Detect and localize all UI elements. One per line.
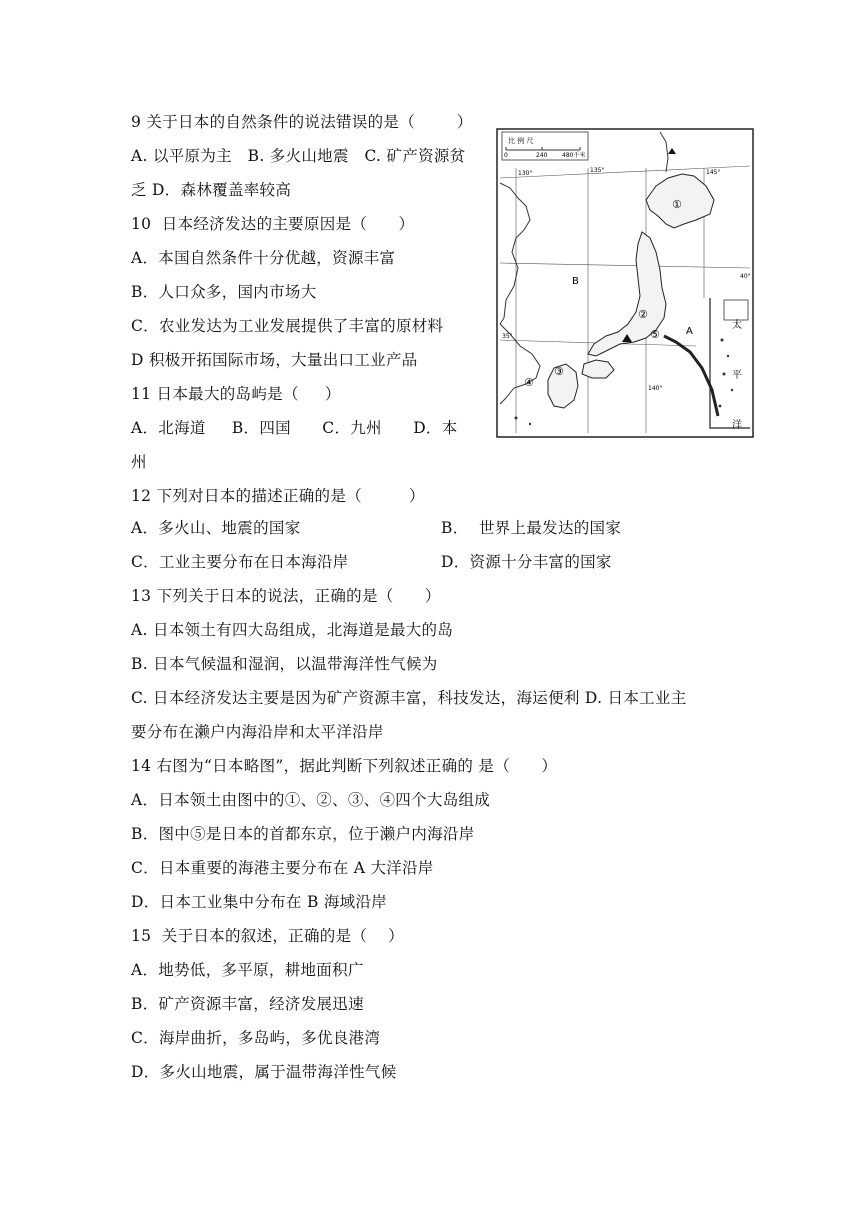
q13-option-d: 要分布在濑户内海沿岸和太平洋沿岸 bbox=[131, 723, 384, 741]
lat-label-1: 40° bbox=[740, 273, 751, 280]
q10-option-d: D 积极开拓国际市场，大量出口工业产品 bbox=[131, 351, 418, 369]
q13-option-a: A. 日本领土有四大岛组成，北海道是最大的岛 bbox=[131, 621, 454, 639]
q14-option-d: D．日本工业集中分布在 B 海域沿岸 bbox=[131, 893, 388, 911]
label-a: A bbox=[686, 326, 693, 337]
inset-box bbox=[724, 300, 748, 320]
q14-option-b: B．图中⑤是日本的首都东京，位于濑户内海沿岸 bbox=[131, 825, 475, 843]
lat-label-2: 35° bbox=[502, 333, 513, 340]
lon-label-3: 140° bbox=[648, 385, 663, 392]
q10-stem: 10 日本经济发达的主要原因是（ ） bbox=[131, 215, 415, 233]
q10-option-a: A．本国自然条件十分优越，资源丰富 bbox=[131, 249, 396, 267]
q13-option-b: B. 日本气候温和湿润，以温带海洋性气候为 bbox=[131, 655, 438, 673]
q14-stem: 14 右图为“日本略图”，据此判断下列叙述正确的 是（ ） bbox=[131, 757, 558, 775]
scale-end: 480千米 bbox=[562, 152, 586, 159]
label-1: ① bbox=[672, 198, 682, 211]
japan-map bbox=[496, 128, 754, 438]
q15-option-b: B．矿产资源丰富，经济发展迅速 bbox=[131, 995, 364, 1013]
q14-option-c: C．日本重要的海港主要分布在 A 大洋沿岸 bbox=[131, 859, 434, 877]
q10-option-c: C．农业发达为工业发展提供了丰富的原材料 bbox=[131, 317, 444, 335]
q11-options-line2: 州 bbox=[131, 453, 147, 471]
label-4: ④ bbox=[524, 376, 534, 389]
q12-stem: 12 下列对日本的描述正确的是（ ） bbox=[131, 487, 425, 505]
q12-option-a: A．多火山、地震的国家 bbox=[131, 519, 301, 537]
q15-stem: 15 关于日本的叙述，正确的是（ ） bbox=[131, 927, 404, 945]
label-3: ③ bbox=[554, 365, 564, 378]
q10-option-b: B．人口众多，国内市场大 bbox=[131, 283, 317, 301]
label-2: ② bbox=[638, 308, 648, 321]
lon-label-2: 135° bbox=[590, 167, 605, 174]
q15-option-c: C．海岸曲折，多岛屿，多优良港湾 bbox=[131, 1029, 381, 1047]
q11-stem: 11 日本最大的岛屿是（ ） bbox=[131, 385, 341, 403]
scale-title: 比 例 尺 bbox=[508, 137, 534, 145]
ocean-label-2: 平 bbox=[732, 370, 742, 381]
q11-options-line1: A．北海道 B．四国 C．九州 D．本 bbox=[131, 419, 458, 437]
ocean-label-3: 洋 bbox=[732, 420, 742, 431]
q15-option-a: A．地势低，多平原，耕地面积广 bbox=[131, 961, 364, 979]
scale-mid: 240 bbox=[536, 152, 548, 159]
q14-option-a: A．日本领土由图中的①、②、③、④四个大岛组成 bbox=[131, 791, 491, 809]
q12-option-c: C．工业主要分布在日本海沿岸 bbox=[131, 553, 349, 571]
q12-option-d: D．资源十分丰富的国家 bbox=[441, 553, 612, 571]
lon-label-4: 145° bbox=[706, 169, 721, 176]
label-5: ⑤ bbox=[650, 328, 660, 341]
q9-stem: 9 关于日本的自然条件的说法错误的是（ ） bbox=[131, 113, 473, 131]
q9-options-line2: 乏 D．森林覆盖率较高 bbox=[131, 181, 292, 199]
q15-option-d: D．多火山地震，属于温带海洋性气候 bbox=[131, 1063, 397, 1081]
q9-options-line1: A. 以平原为主 B. 多火山地震 C. 矿产资源贫 bbox=[131, 147, 466, 165]
q13-option-c: C. 日本经济发达主要是因为矿产资源丰富，科技发达，海运便利 D. 日本工业主 bbox=[131, 689, 687, 707]
ocean-label-1: 太 bbox=[732, 320, 742, 331]
lon-label-1: 130° bbox=[518, 170, 533, 177]
label-b: B bbox=[572, 276, 579, 287]
scale-zero: 0 bbox=[504, 152, 508, 159]
q13-stem: 13 下列关于日本的说法，正确的是（ ） bbox=[131, 587, 441, 605]
q12-option-b: B． 世界上最发达的国家 bbox=[441, 519, 622, 537]
